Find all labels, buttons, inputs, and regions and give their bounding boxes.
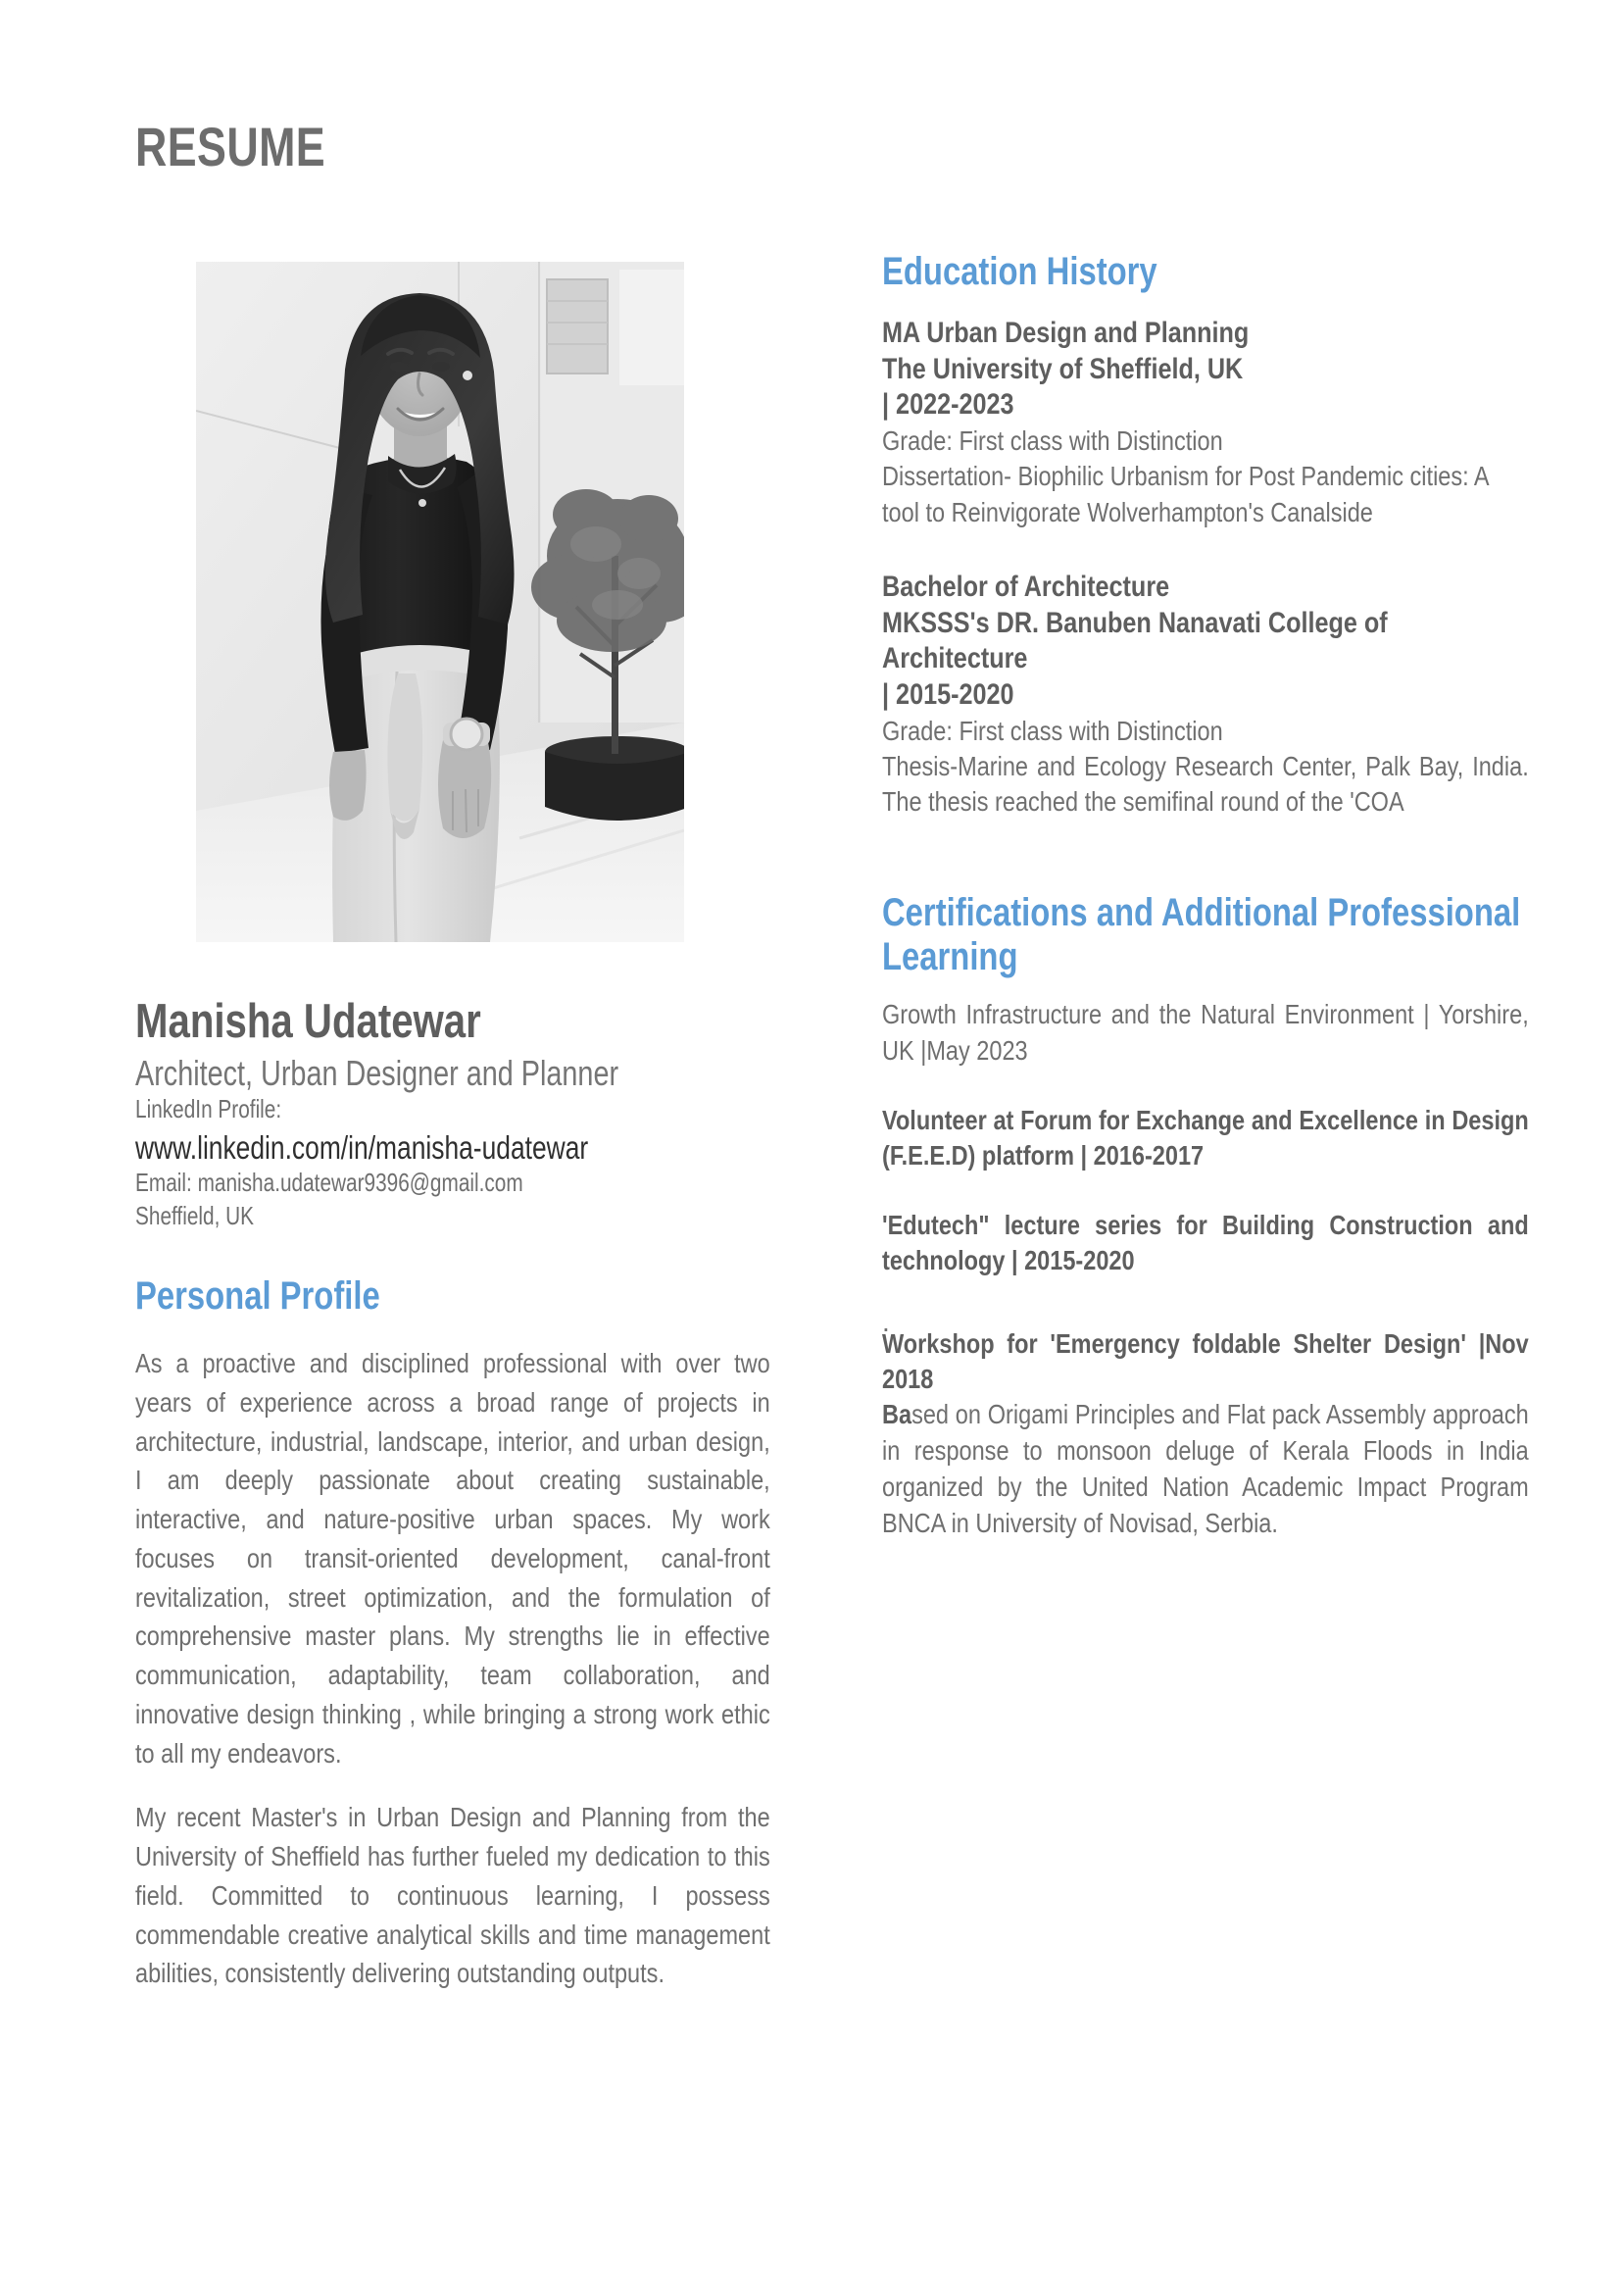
certification-item: [882, 1306, 1529, 1543]
email-address[interactable]: Email: manisha.udatewar9396@gmail.com: [135, 1168, 523, 1198]
certification-detail: [882, 1397, 1529, 1542]
certification-title: Workshop for 'Emergency foldable Shelter Design' |Nov 2018: [882, 1327, 1529, 1394]
certification-title: 'Edutech" lecture series for Building Construction and technology | 2015-2020: [882, 1209, 1529, 1276]
certification-item: [882, 1208, 1529, 1279]
education-entry: [882, 316, 1529, 530]
certifications-list: [882, 997, 1529, 1542]
linkedin-label: LinkedIn Profile:: [135, 1093, 282, 1123]
education-grade: Grade: First class with Distinction: [882, 424, 1223, 456]
person-name: Manisha Udatewar: [135, 995, 481, 1048]
page-title: RESUME: [135, 116, 326, 177]
profile-paragraph: My recent Master's in Urban Design and Planning from the University of Sheffield has further fueled my dedication to this field. Committed to continuous learning, I possess commendable creative analytical skills and time management abilities, consistently delivering outstanding outputs.: [135, 1802, 770, 1989]
education-institution: MKSSS's DR. Banuben Nanavati College of Architecture: [882, 606, 1388, 675]
profile-photo-image: [196, 262, 684, 942]
certification-title: Growth Infrastructure and the Natural Environment | Yorshire, UK |May 2023: [882, 999, 1529, 1067]
person-job-title: Architect, Urban Designer and Planner: [135, 1052, 619, 1093]
certification-detail-text: sed on Origami Principles and Flat pack Assembly approach in response to monsoon deluge of Kerala Floods in India organized by the United Nation Academic Impact Program BNCA in University of Novisad, Serbia.: [882, 1399, 1529, 1539]
certification-title: Volunteer at Forum for Exchange and Excellence in Design (F.E.E.D) platform | 2016-2017: [882, 1104, 1529, 1171]
section-heading-certifications: Certifications and Additional Professional Learning: [882, 890, 1521, 978]
left-column: [135, 250, 770, 1993]
certification-item: [882, 1103, 1529, 1174]
section-heading-personal-profile: Personal Profile: [135, 1273, 380, 1318]
certification-detail-lead: Ba: [882, 1399, 912, 1430]
education-degree: Bachelor of Architecture: [882, 571, 1170, 604]
education-dates: | 2015-2020: [882, 677, 1014, 711]
education-dates: | 2022-2023: [882, 388, 1014, 422]
education-degree: MA Urban Design and Planning: [882, 317, 1250, 350]
profile-paragraph: As a proactive and disciplined professional with over two years of experience across a broad range of projects in architecture, industrial, landscape, interior, and urban design, I am deeply passionate about creating sustainable, interactive, and nature-positive urban spaces. My work focuses on transit-oriented development, canal-front revitalization, street optimization, and the formulation of comprehensive master plans. My strengths lie in effective communication, adaptability, team collaboration, and innovative design thinking , while bringing a strong work ethic to all my endeavors.: [135, 1348, 770, 1769]
education-institution: The University of Sheffield, UK: [882, 352, 1244, 385]
certification-item: [882, 997, 1529, 1070]
certification-bullet: .: [882, 1306, 890, 1337]
profile-photo: [196, 262, 684, 942]
certifications-section: [882, 891, 1529, 1542]
identity-block: [135, 997, 770, 1233]
section-heading-education: Education History: [882, 250, 1157, 293]
education-detail: Thesis-Marine and Ecology Research Center, Palk Bay, India. The thesis reached the semifinal round of the 'COA: [882, 750, 1529, 818]
education-detail: Dissertation- Biophilic Urbanism for Post Pandemic cities: A tool to Reinvigorate Wolverhampton's Canalside: [882, 461, 1489, 527]
right-column: [882, 250, 1529, 1542]
linkedin-url[interactable]: www.linkedin.com/in/manisha-udatewar: [135, 1128, 589, 1166]
location: Sheffield, UK: [135, 1201, 255, 1231]
education-entry: [882, 570, 1529, 821]
education-grade: Grade: First class with Distinction: [882, 715, 1223, 746]
personal-profile-body: [135, 1344, 770, 1993]
